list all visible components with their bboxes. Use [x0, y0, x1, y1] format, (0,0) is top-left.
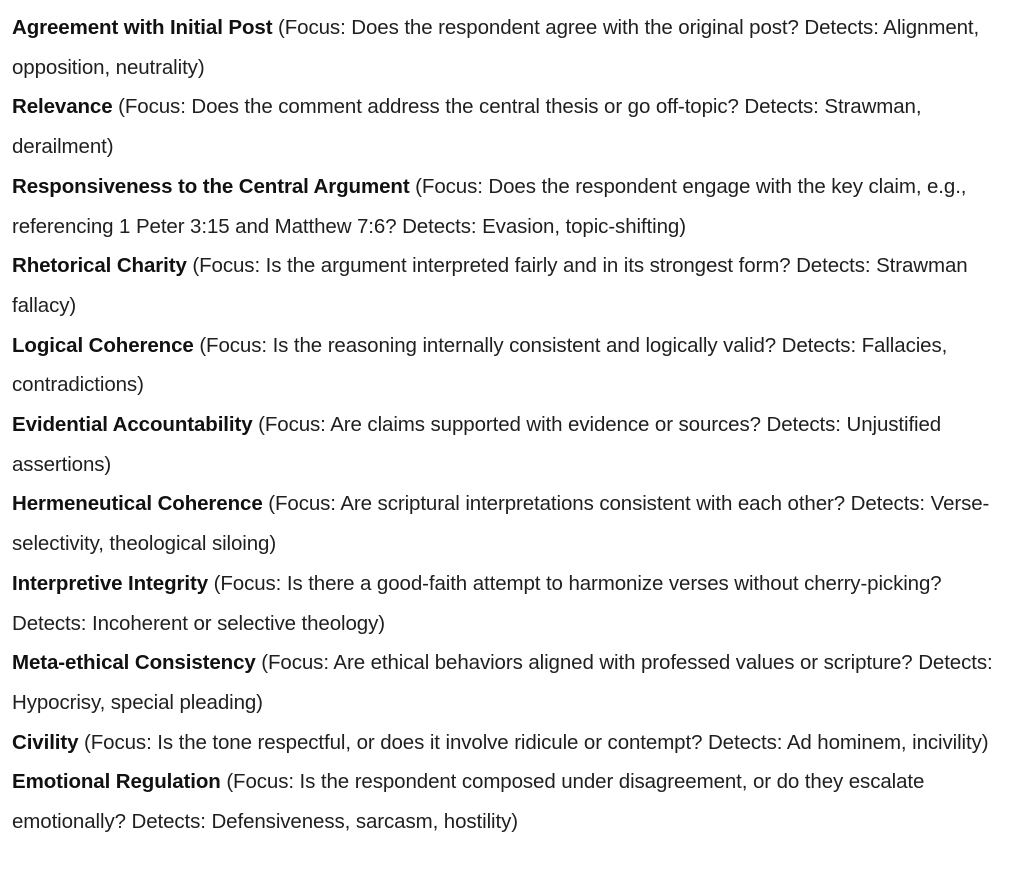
criterion-description: (Focus: Is the reasoning internally consistent and logically valid? Detects: Fallacies, contradictions)	[12, 333, 948, 397]
criterion-emotional-regulation	[12, 762, 1011, 841]
criterion-meta-ethical-consistency	[12, 643, 1011, 722]
criterion-description: (Focus: Does the comment address the central thesis or go off-topic? Detects: Strawman, derailment)	[12, 95, 922, 159]
criterion-interpretive-integrity	[12, 564, 1011, 643]
criterion-rhetorical-charity	[12, 246, 1011, 325]
criterion-description: (Focus: Is the argument interpreted fairly and in its strongest form? Detects: Strawman fallacy)	[12, 254, 968, 317]
criterion-agreement	[12, 8, 1011, 87]
criterion-name: Interpretive Integrity	[12, 571, 209, 595]
criterion-name: Meta-ethical Consistency	[12, 651, 256, 675]
criterion-relevance	[12, 87, 1011, 166]
criterion-name: Responsiveness to the Central Argument	[12, 174, 410, 198]
criterion-logical-coherence	[12, 326, 1011, 405]
criterion-name: Logical Coherence	[12, 333, 194, 357]
criterion-description: (Focus: Are ethical behaviors aligned with professed values or scripture? Detects: Hypocrisy, special pleading)	[12, 651, 993, 714]
criterion-description: (Focus: Are scriptural interpretations consistent with each other? Detects: Verse-selectivity, theological siloing)	[12, 492, 990, 556]
criterion-hermeneutical-coherence	[12, 484, 1011, 563]
criterion-evidential-accountability	[12, 405, 1011, 484]
criterion-description: (Focus: Does the respondent agree with the original post? Detects: Alignment, opposition, neutrality)	[12, 16, 980, 79]
criterion-civility	[12, 723, 1011, 763]
criterion-name: Civility	[12, 730, 79, 754]
criterion-responsiveness	[12, 167, 1011, 246]
criterion-name: Rhetorical Charity	[12, 254, 187, 278]
criterion-description: (Focus: Is there a good-faith attempt to harmonize verses without cherry-picking? Detects: Incoherent or selective theology)	[12, 571, 942, 635]
criterion-name: Hermeneutical Coherence	[12, 492, 263, 516]
criterion-name: Emotional Regulation	[12, 770, 221, 794]
criterion-description: (Focus: Does the respondent engage with the key claim, e.g., referencing 1 Peter 3:15 and Matthew 7:6? Detects: Evasion, topic-shifting)	[12, 174, 967, 238]
criterion-description: (Focus: Are claims supported with evidence or sources? Detects: Unjustified assertions)	[12, 413, 942, 476]
criterion-name: Relevance	[12, 95, 113, 119]
criterion-description: (Focus: Is the respondent composed under disagreement, or do they escalate emotionally? Detects: Defensiveness, sarcasm, hostility)	[12, 770, 925, 834]
criterion-name: Evidential Accountability	[12, 413, 253, 437]
criterion-name: Agreement with Initial Post	[12, 16, 273, 39]
criterion-description: (Focus: Is the tone respectful, or does it involve ridicule or contempt? Detects: Ad hominem, incivility)	[84, 730, 989, 754]
